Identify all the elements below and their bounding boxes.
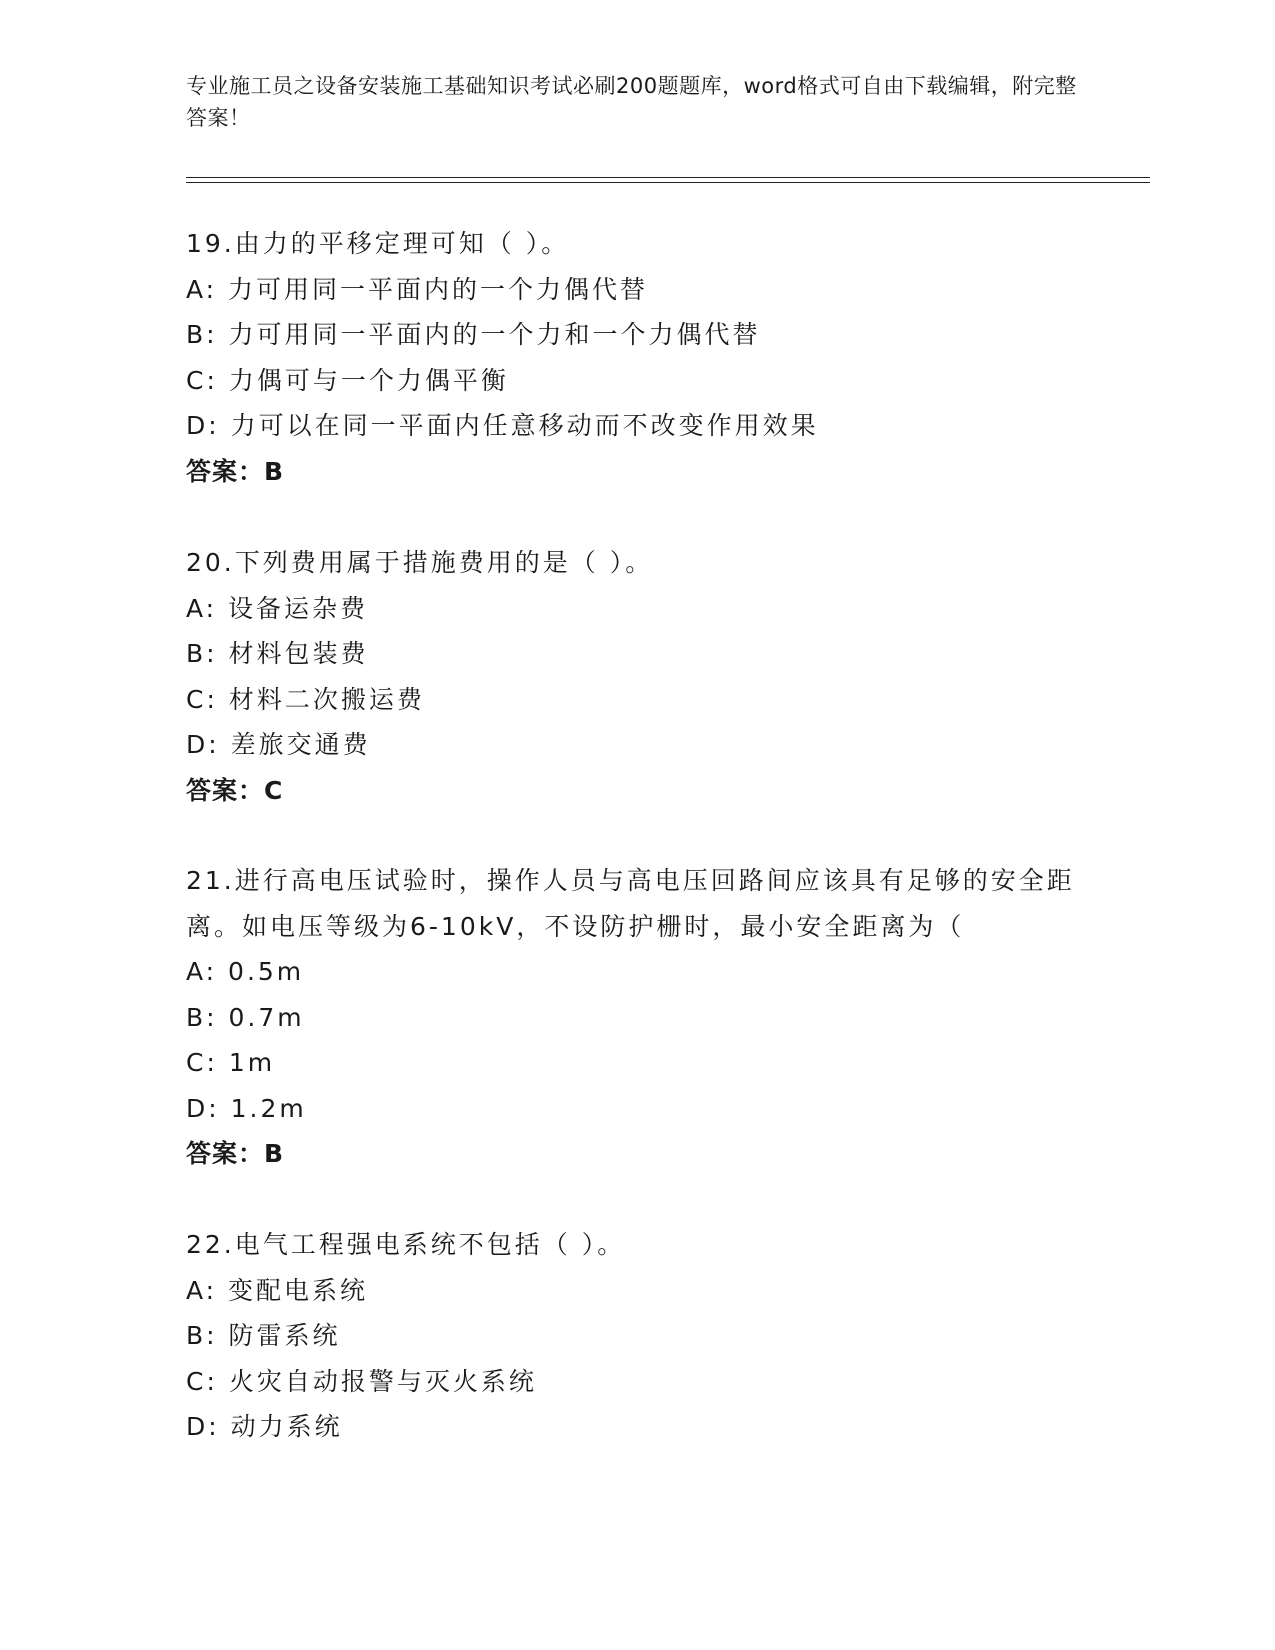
question-stem: 19.由力的平移定理可知（ ）。 <box>186 229 570 258</box>
option-d: D: 动力系统 <box>186 1412 343 1441</box>
answer-line <box>186 1131 1086 1177</box>
answer-line <box>186 768 1086 814</box>
question-21 <box>186 858 1086 1177</box>
option-b: B: 力可用同一平面内的一个力和一个力偶代替 <box>186 320 761 349</box>
header-rule-bottom <box>186 182 1150 183</box>
option-a: A: 变配电系统 <box>186 1275 369 1305</box>
option-c: C: 1m <box>186 1048 276 1077</box>
answer-value: B <box>264 1139 285 1168</box>
option-d: D: 1.2m <box>186 1093 307 1123</box>
option-b: B: 防雷系统 <box>186 1321 341 1350</box>
header-rule-top <box>186 177 1150 178</box>
option-b: B: 0.7m <box>186 1002 305 1032</box>
answer-value: C <box>264 775 284 805</box>
option-b: B: 材料包装费 <box>186 639 369 668</box>
option-c: C: 材料二次搬运费 <box>186 684 425 714</box>
option-a: A: 力可用同一平面内的一个力偶代替 <box>186 274 649 304</box>
answer-value: B <box>264 456 285 486</box>
question-stem: 22.电气工程强电系统不包括（ ）。 <box>186 1230 626 1259</box>
option-a: A: 设备运杂费 <box>186 593 369 623</box>
answer-line <box>186 449 1086 495</box>
question-20 <box>186 540 1086 813</box>
question-19 <box>186 221 1086 494</box>
document-header: 专业施工员之设备安装施工基础知识考试必刷200题题库，word格式可自由下载编辑，附完整答案！ <box>186 74 1077 130</box>
question-stem: 21.进行高电压试验时，操作人员与高电压回路间应该具有足够的安全距离。如电压等级为6-10kV，不设防护栅时，最小安全距离为（ <box>186 866 1075 941</box>
question-22 <box>186 1222 1086 1450</box>
question-stem: 20.下列费用属于措施费用的是（ ）。 <box>186 548 654 577</box>
answer-label: 答案： <box>186 456 265 486</box>
answer-label: 答案： <box>186 775 265 805</box>
answer-label: 答案： <box>186 1139 265 1168</box>
option-d: D: 力可以在同一平面内任意移动而不改变作用效果 <box>186 411 819 440</box>
option-c: C: 力偶可与一个力偶平衡 <box>186 365 509 395</box>
option-a: A: 0.5m <box>186 957 305 986</box>
option-c: C: 火灾自动报警与灭火系统 <box>186 1366 537 1396</box>
option-d: D: 差旅交通费 <box>186 730 371 759</box>
